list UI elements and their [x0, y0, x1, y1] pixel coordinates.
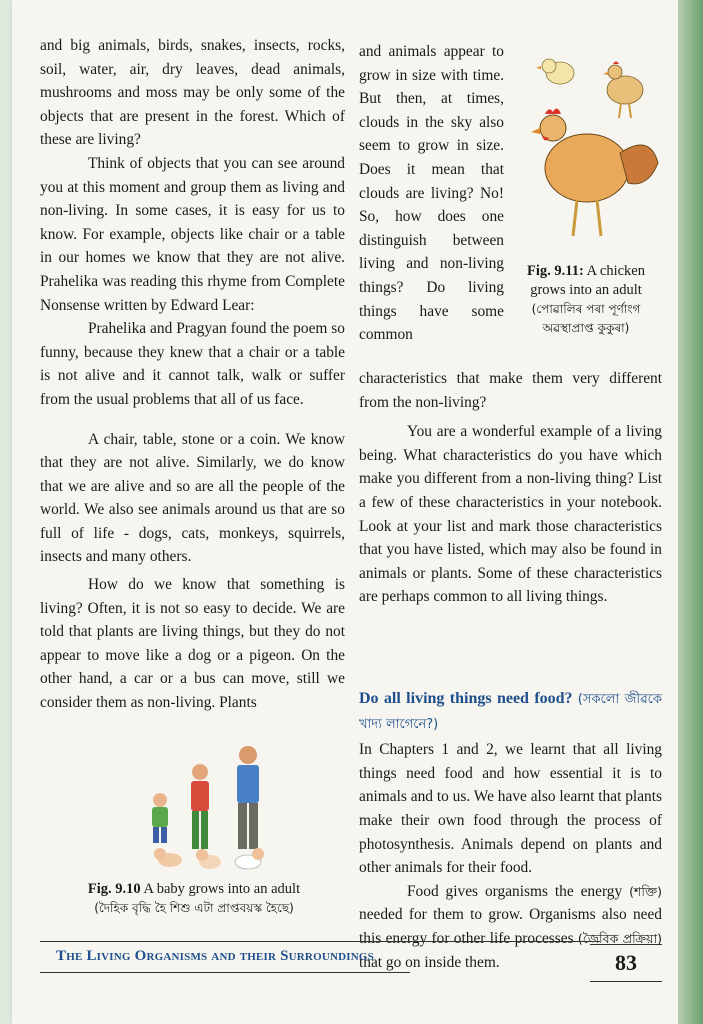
- baby-to-adult-illustration: [130, 740, 290, 875]
- right-narrow-column: [359, 40, 504, 347]
- footer-rule: [40, 941, 600, 942]
- paragraph: How do we know that something is living? Often, it is not so easy to decide. We are told that plants are living things, but they do not appear to move like a dog or a pigeon. On the other hand, a car or a bus can move, still we consider them as non-living. Plants: [40, 576, 345, 712]
- paragraph-text: Food gives organisms the energy: [407, 882, 623, 900]
- chick-icon: [536, 59, 574, 84]
- teen-figure: [191, 764, 209, 849]
- paragraph: characteristics that make them very different from the non-living?: [359, 370, 662, 411]
- figure-caption-text: A chicken grows into an adult: [530, 263, 645, 298]
- paragraph: A chair, table, stone or a coin. We know that they are not alive. Similarly, we do know that we are alive and so are all the people of the world. We also see animals around us that are so full of life - dogs, cats, monkeys, squirrels, insects and many others.: [40, 430, 345, 566]
- figure-label: Fig. 9.11:: [526, 263, 584, 279]
- section-heading-text: Do all living things need food?: [359, 690, 573, 707]
- food-section: [359, 687, 662, 974]
- paragraph: and big animals, birds, snakes, insects, rocks, soil, water, air, dry leaves, dead animals, mushrooms and moss may be only some of the objects that are present in the forest. Which of these are living?: [40, 37, 345, 149]
- child-figure: [152, 793, 168, 843]
- paragraph: Think of objects that you can see around you at this moment and group them as living and non-living. In some cases, it is easy for us to know. For example, objects like chair or a table in our homes we know that they are not alive. Prahelika was reading this rhyme from Complete Nonsense written by Edward Lear:: [40, 154, 345, 314]
- page-edge: [678, 0, 703, 1024]
- paragraph: In Chapters 1 and 2, we learnt that all living things need food and how essential it is to animals and to us. We have also learnt that plants make their own food through the process of photosynthesis. Animals depend on plants and other animals for their food.: [359, 741, 662, 877]
- footer-rule: [40, 972, 410, 973]
- hen-icon: [531, 108, 658, 236]
- bengali-gloss: (শক্তি): [629, 883, 662, 899]
- young-chicken-icon: [603, 62, 643, 119]
- figure-caption: [44, 880, 344, 918]
- running-footer-title: The Living Organisms and their Surroundings: [56, 948, 374, 964]
- paragraph-text: that go on inside them.: [359, 953, 500, 971]
- left-column: [40, 34, 345, 715]
- section-heading-bengali: (সকলো জীৱকে খাদ্য লাগেনে?): [359, 692, 662, 732]
- paragraph-text: needed for them to grow. Organisms also need this energy for other life processes: [359, 906, 662, 947]
- bengali-gloss: (জৈবিক প্ৰক্ৰিয়া): [577, 930, 663, 946]
- adult-figure: [237, 746, 259, 849]
- section-heading: [359, 687, 662, 736]
- figure-caption: [512, 262, 660, 338]
- paragraph: and animals appear to grow in size with time. But then, at times, clouds in the sky also seem to grow in size. Does it mean that clouds are living? No! So, how does one distinguish between living and non-living things? Do living things have some common: [359, 43, 504, 344]
- chicken-illustration: [525, 48, 665, 248]
- figure-caption-bengali: (পোৱালিৰ পৰা পূৰ্ণাংগ অৱস্থাপ্ৰাপ্ত কুকুৰা): [531, 302, 641, 335]
- paragraph: Prahelika and Pragyan found the poem so funny, because they knew that a chair or a table is not alive and it cannot talk, walk or suffer from the usual problems that all of us face.: [40, 320, 345, 408]
- babies-crawling: [154, 848, 264, 869]
- right-column: [359, 367, 662, 609]
- paragraph: You are a wonderful example of a living being. What characteristics do you have which make you different from a non-living thing? List a few of these characteristics in your notebook. Look at your list and mark those characteristics that you have listed, which may also be found in animals or plants. Some of these characteristics are perhaps common to all living things.: [359, 423, 662, 606]
- figure-caption-text: A baby grows into an adult: [143, 881, 301, 897]
- page-number: 83: [590, 944, 662, 982]
- figure-label: Fig. 9.10: [87, 881, 141, 897]
- figure-caption-bengali: (দৈহিক বৃদ্ধি হৈ শিশু এটা প্ৰাপ্তবয়স্ক হৈছে): [94, 901, 294, 915]
